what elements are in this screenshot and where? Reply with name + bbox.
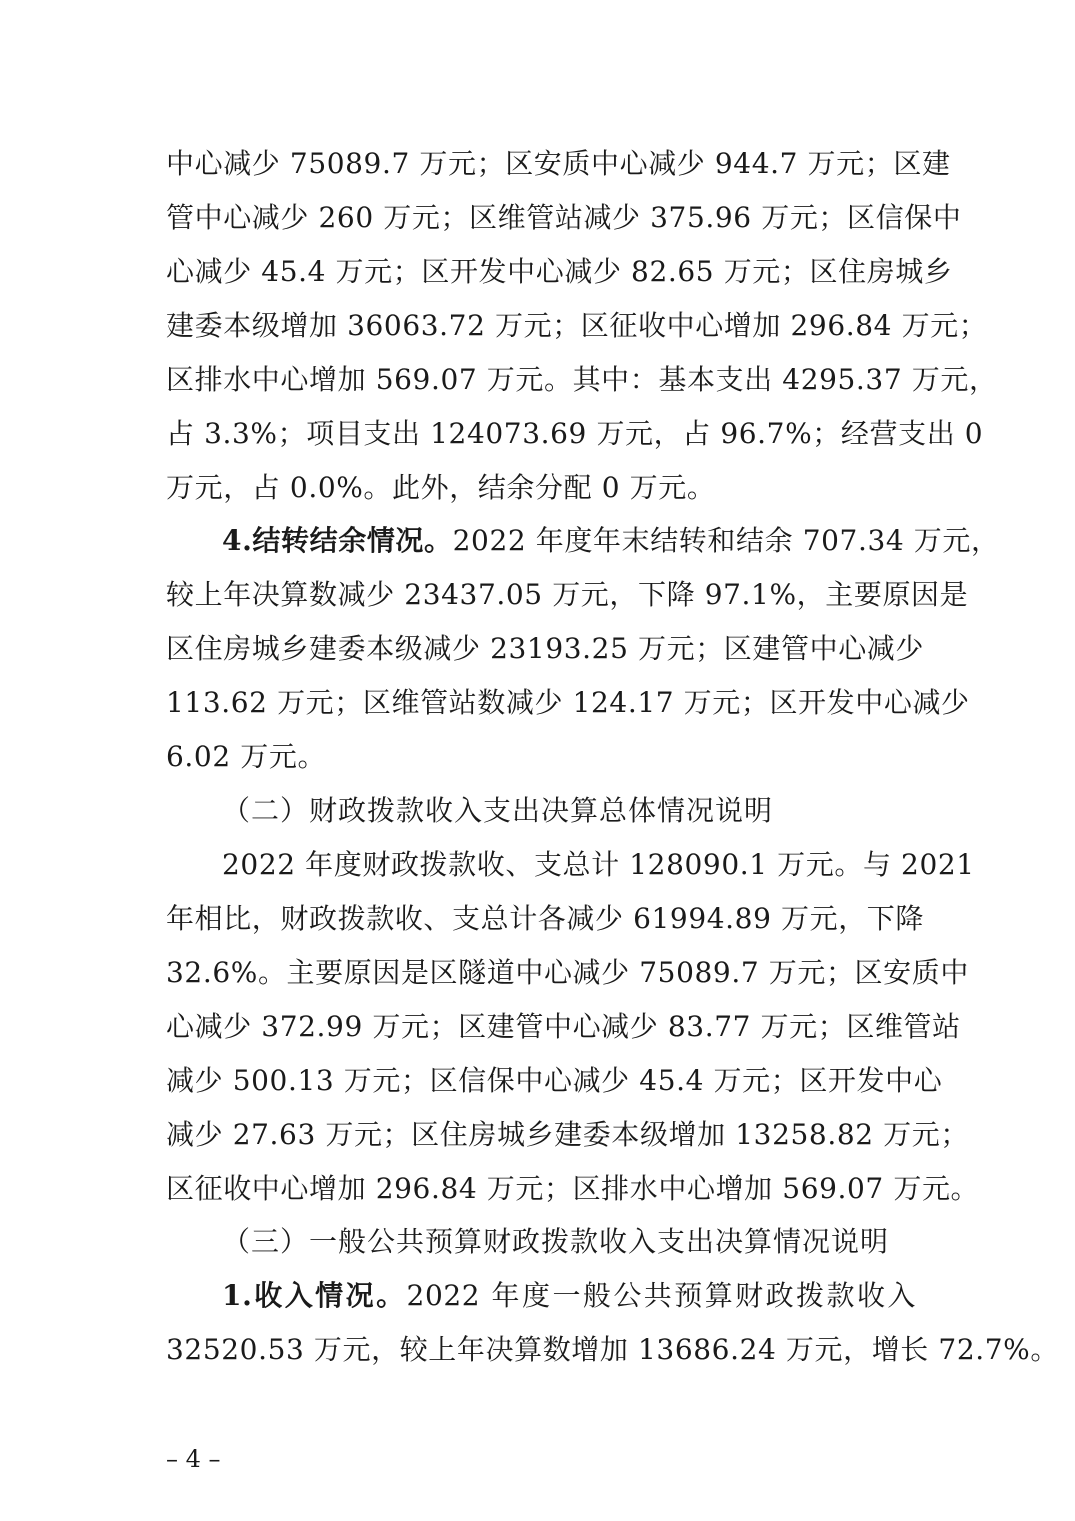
body-text-line: 区排水中心增加 569.07 万元。其中：基本支出 4295.37 万元， [166,363,998,396]
body-text-line: 113.62 万元；区维管站数减少 124.17 万元；区开发中心减少 [166,686,970,719]
section-3-1-first-line [222,1276,916,1316]
body-text-line: 32520.53 万元，较上年决算数增加 13686.24 万元，增长 72.7%。 [166,1333,1059,1366]
body-text-line: 32.6%。主要原因是区隧道中心减少 75089.7 万元；区安质中 [166,956,969,989]
body-text-line: 减少 500.13 万元；区信保中心减少 45.4 万元；区开发中心 [166,1064,943,1097]
para-2-first-line: 2022 年度财政拨款收、支总计 128090.1 万元。与 2021 [222,848,975,881]
body-text-line: 区征收中心增加 296.84 万元；区排水中心增加 569.07 万元。 [166,1172,980,1205]
section-3-1-heading: 1.收入情况。 [222,1279,407,1312]
body-text-line: 较上年决算数减少 23437.05 万元，下降 97.1%，主要原因是 [166,578,969,611]
body-text-line: 心减少 372.99 万元；区建管中心减少 83.77 万元；区维管站 [166,1010,961,1043]
body-text-line: 区住房城乡建委本级减少 23193.25 万元；区建管中心减少 [166,632,925,665]
body-text-line: 年相比，财政拨款收、支总计各减少 61994.89 万元，下降 [166,902,925,935]
body-text-line: 管中心减少 260 万元；区维管站减少 375.96 万元；区信保中 [166,201,962,234]
body-text-line: 中心减少 75089.7 万元；区安质中心减少 944.7 万元；区建 [166,147,951,180]
subheading-3: （三）一般公共预算财政拨款收入支出决算情况说明 [222,1225,890,1258]
body-text-line: 心减少 45.4 万元；区开发中心减少 82.65 万元；区住房城乡 [166,255,953,288]
section-3-1-first-line-text: 2022 年度一般公共预算财政拨款收入 [406,1279,916,1312]
body-text-line: 减少 27.63 万元；区住房城乡建委本级增加 13258.82 万元； [166,1118,969,1151]
body-text-line: 万元，占 0.0%。此外，结余分配 0 万元。 [166,471,716,504]
body-text-line: 6.02 万元。 [166,740,327,773]
body-text-line: 建委本级增加 36063.72 万元；区征收中心增加 296.84 万元； [166,309,988,342]
subheading-2: （二）财政拨款收入支出决算总体情况说明 [222,794,774,827]
section-4-first-line-text: 2022 年度年末结转和结余 707.34 万元， [452,524,1000,557]
page-number: – 4 – [166,1445,221,1473]
section-4-first-line [222,521,1000,561]
body-text-line: 占 3.3%；项目支出 124073.69 万元，占 96.7%；经营支出 0 [166,417,984,450]
section-4-heading: 4.结转结余情况。 [222,524,453,557]
